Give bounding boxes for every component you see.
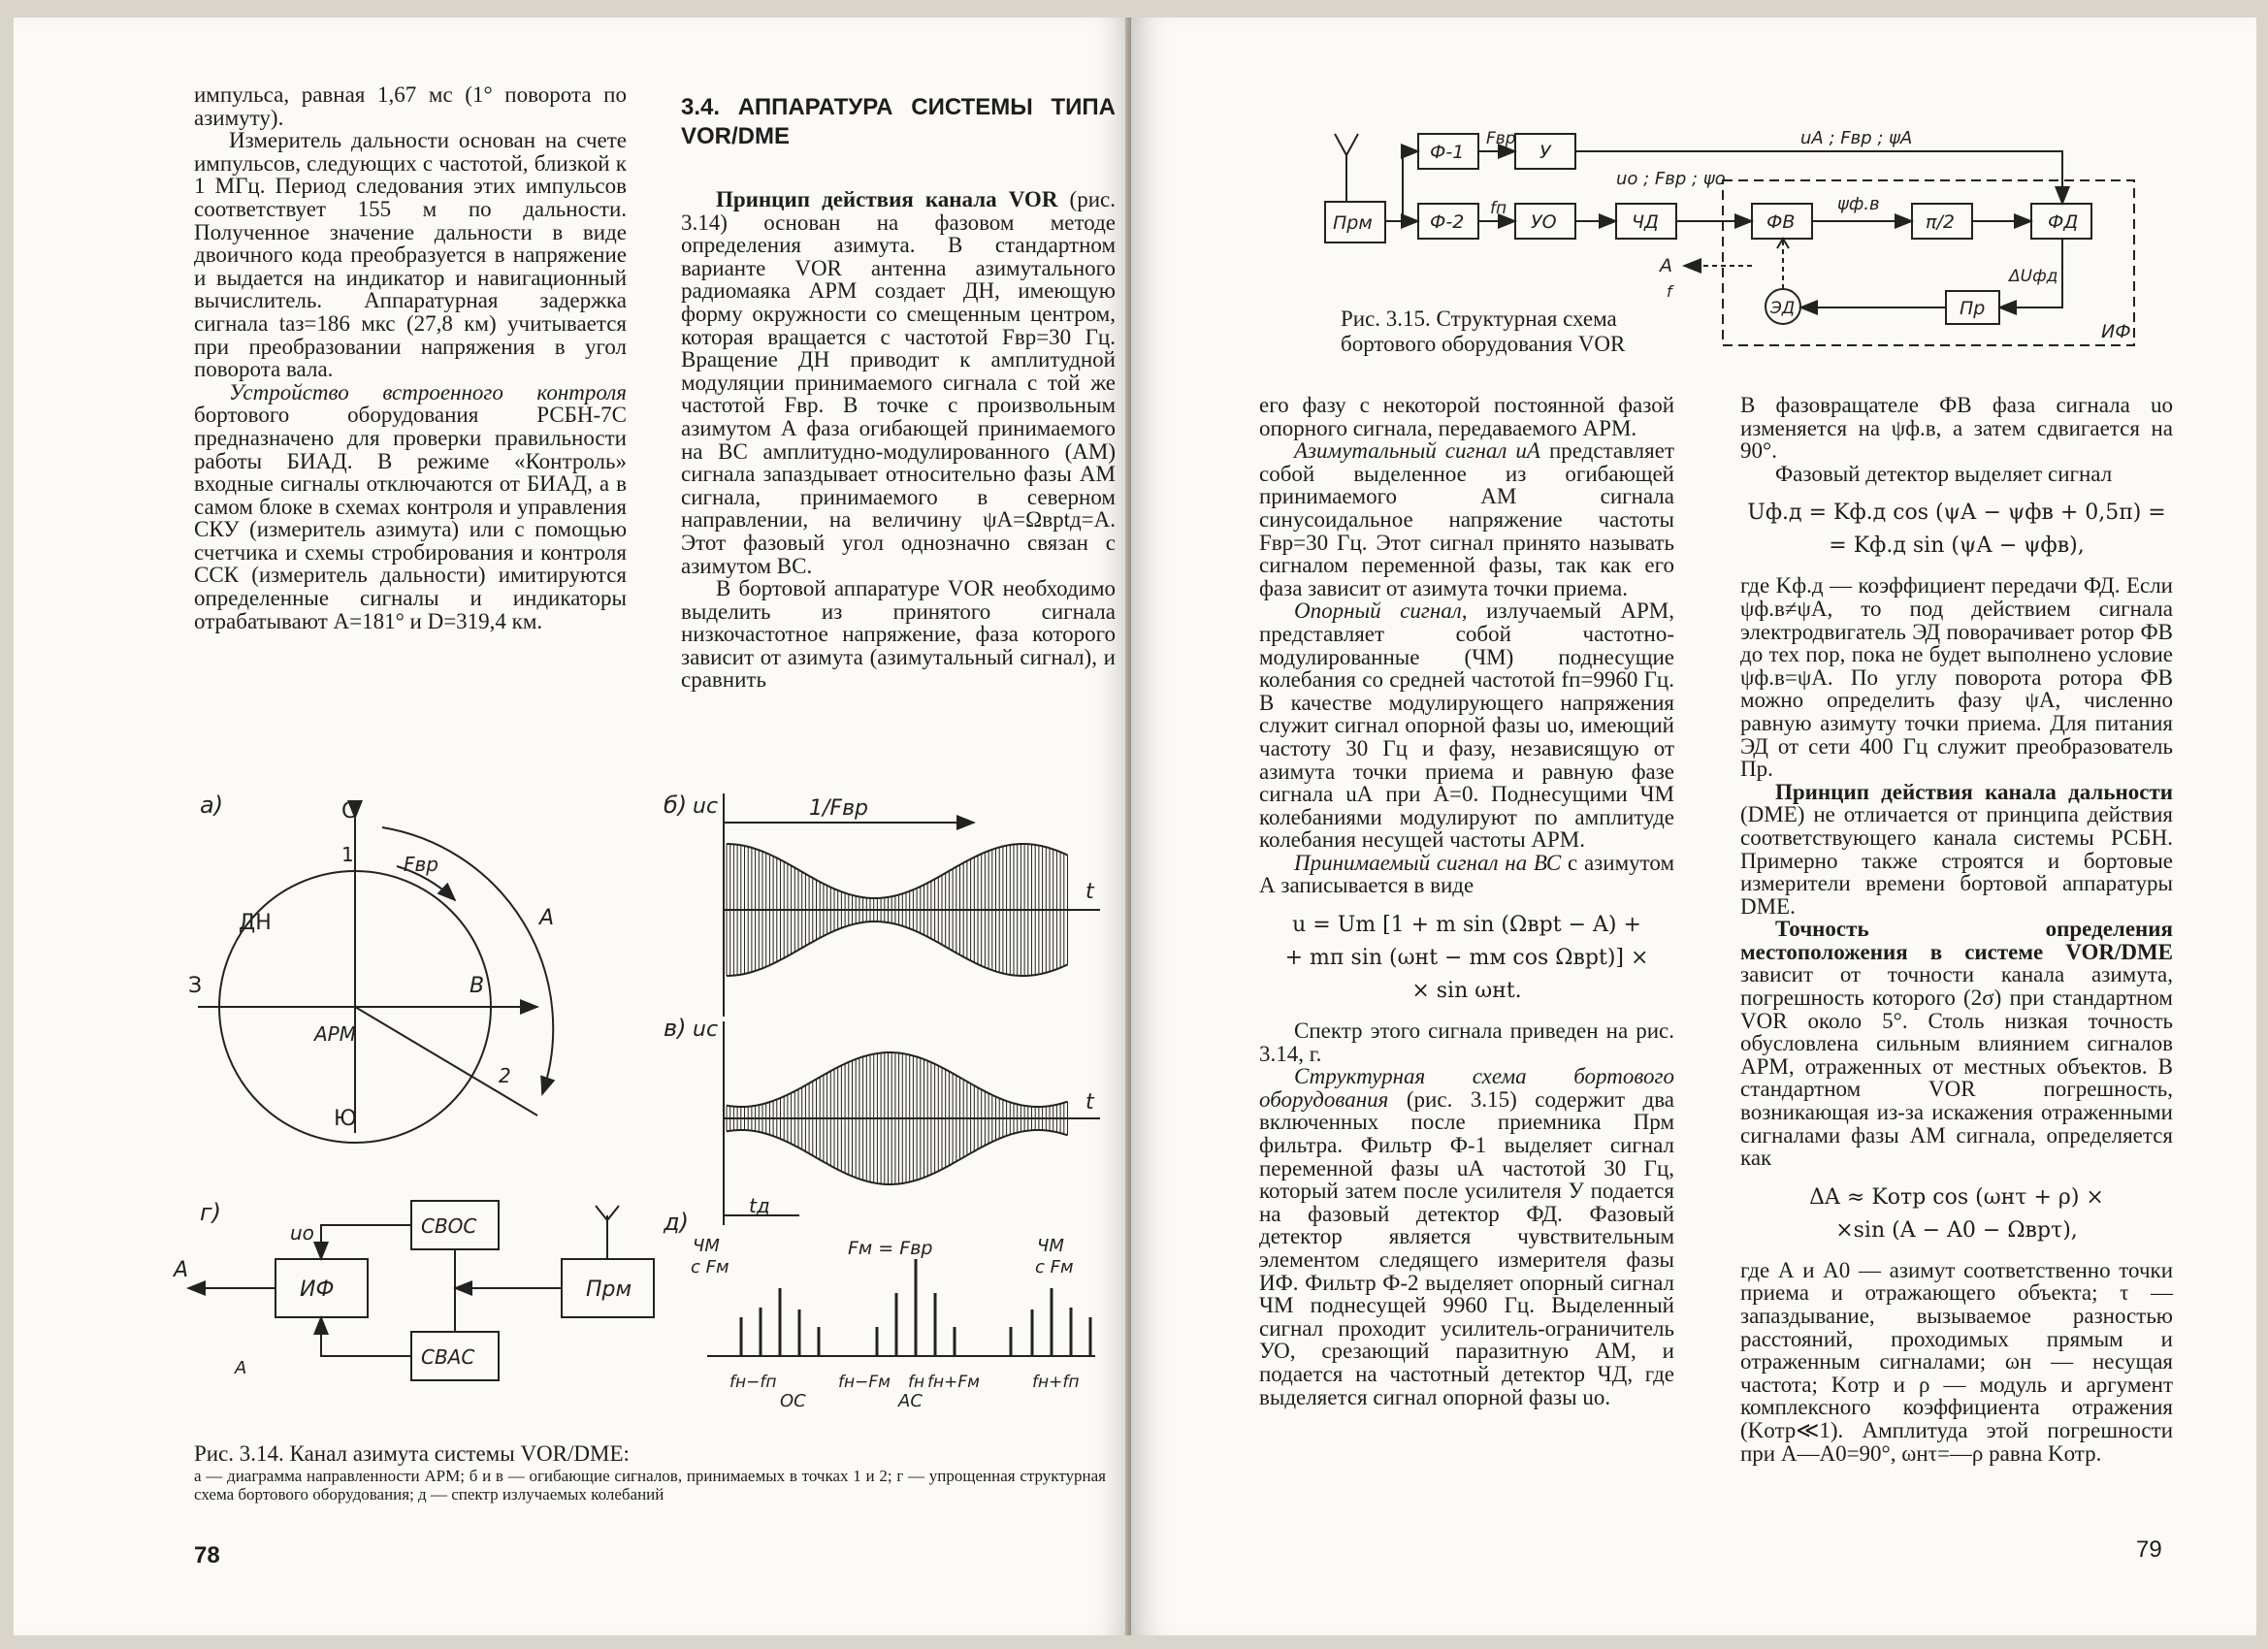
ed-label: ЭД	[1770, 299, 1796, 318]
spectrum-x-label: fн+Fм	[927, 1373, 980, 1392]
spectrum-x-label: fн+fп	[1032, 1373, 1080, 1392]
arm-label: АРМ	[314, 1022, 356, 1046]
formula-error	[1740, 1181, 2173, 1247]
paragraph: В бортовой аппаратуре VOR необходимо выделить из принятого сигнала низкочастотное напряжение, фаза которого зависит от азимута (азимутальный сигнал), и сравнить	[681, 576, 1116, 693]
uo-label: uо	[290, 1221, 314, 1245]
italic-term: Принимаемый сигнал на ВС	[1294, 850, 1562, 875]
figure-3-15-caption: Рис. 3.15. Структурная схема бортового оборудования VOR	[1341, 307, 1626, 356]
figure-d-spectrum	[663, 1209, 1095, 1411]
paragraph	[1740, 781, 2173, 919]
ua-label: uА ; Fвр ; ψА	[1800, 128, 1913, 148]
paragraph: Измеритель дальности основан на счете импульсов, следующих с частотой, близкой к 1 МГц. Период следования этих импульсов соответствует 155 м по дальности. Полученное значение дальности в виде двоичного кода преобразуется в напряжение и выдается на индикатор и навигационный вычислитель. Аппаратурная задержка сигнала tаз=186 мкс (27,8 км) учитывается при преобразовании напряжения в угол поворота вала.	[194, 128, 627, 382]
figure-3-14	[174, 774, 1110, 1434]
paragraph-text: представляет собой выделенное из огибающей принимаемого АМ сигнала синусоидальное напряжение частоты Fвр=30 Гц. Этот сигнал принято называть сигналом переменной фазы, так как его фаза зависит от азимута точки приема.	[1259, 438, 1674, 600]
figure-a-pattern	[188, 792, 554, 1143]
svas-block-label: СВАС	[421, 1345, 475, 1369]
period-label: 1/Fвр	[809, 796, 868, 821]
formula-signal	[1259, 909, 1674, 1008]
rotation-label: Fвр	[404, 853, 438, 876]
formula-line: ΔA ≈ Kотр cos (ωнτ + ρ) ×	[1809, 1184, 2104, 1210]
left-column-2	[681, 83, 1116, 692]
panel-label: в)	[664, 1015, 687, 1042]
y-axis-label: uс	[693, 794, 719, 819]
pr-label: Пр	[1960, 298, 1986, 319]
fvr-label: Fвр	[1486, 129, 1516, 148]
right-column-2	[1740, 394, 2173, 1465]
caption-title: Рис. 3.14. Канал азимута системы VOR/DME:	[194, 1441, 630, 1466]
panel-label: б)	[664, 792, 688, 819]
chd-label: ЧД	[1632, 211, 1659, 233]
cfm-left-label: с Fм	[691, 1257, 729, 1277]
dn-label: ДН	[239, 911, 272, 935]
paragraph: его фазу с некоторой постоянной фазой опорного сигнала, передаваемого АРМ.	[1259, 393, 1674, 440]
f2-label: Ф-2	[1430, 211, 1465, 233]
figure-3-14-caption	[194, 1441, 1106, 1504]
page-number: 79	[2136, 1536, 2162, 1563]
paragraph	[1259, 599, 1674, 852]
figure-b-envelope	[664, 792, 1100, 1017]
italic-term: Устройство встроенного контроля	[229, 379, 627, 404]
formula-line: × sin ωнt.	[1411, 979, 1522, 1004]
pi2-label: π/2	[1926, 211, 1955, 233]
if-dashed-box	[1723, 180, 2134, 345]
paragraph	[194, 381, 627, 633]
uo-label: УО	[1531, 211, 1557, 233]
spectrum-x-label: fн−fп	[729, 1373, 777, 1392]
paragraph-text: бортового оборудования РСБН-7С предназначено для проверки правильности работы БИАД. В режиме «Контроль» входные сигналы отключаются от БИАД, а в самом блоке в схемах контроля и управления СКУ (измеритель азимута) или с помощью счетчика и схемы стробирования и контроля ССК (измеритель дальности) имитируются определенные сигналы и индикаторы отрабатывают А=181° и D=319,4 км.	[194, 403, 627, 633]
right-page	[1131, 17, 2256, 1635]
paragraph: Фазовый детектор выделяет сигнал	[1775, 461, 2113, 486]
caption-description: а — диаграмма направленности АРМ; б и в — огибающие сигналов, принимаемых в точках 1 и 2; г — упрощенная структурная схема бортового оборудования; д — спектр излучаемых колебаний	[194, 1467, 1106, 1504]
paragraph	[1259, 852, 1674, 897]
paragraph: Спектр этого сигнала приведен на рис. 3.14, г.	[1259, 1018, 1674, 1066]
paragraph	[681, 188, 1116, 577]
formula-line: = Kф.д sin (ψА − ψфв),	[1829, 534, 2085, 559]
delay-label: tд	[749, 1194, 770, 1217]
figure-g-block-diagram	[172, 1199, 654, 1380]
spectrum-x-label: fн−Fм	[838, 1373, 891, 1392]
bold-term: Точность определения местоположения в системе VOR/DME	[1740, 917, 2173, 964]
if-block-label: ИФ	[300, 1277, 335, 1302]
paragraph-text: (рис. 3.15) содержит два включенных после приемника Прм фильтра. Фильтр Ф-1 выделяет сигнал переменной фазы uА частотой 30 Гц, который затем после усилителя У подается на фазовый детектор ФД. Фазовый детектор является чувствительным элементом следящего измерителя фазы ИФ. Фильтр Ф-2 выделяет опорный сигнал ЧМ поднесущей 9960 Гц. Выделенный сигнал проходит усилитель-ограничитель УО, срезающий паразитную АМ, и подается на частотный детектор ЧД, где выделяется сигнал опорной фазы uо.	[1259, 1086, 1674, 1409]
f-mark-label: f	[1667, 282, 1672, 301]
right-column-1	[1259, 394, 1674, 1408]
fd-label: ФД	[2048, 211, 2079, 233]
paragraph-text: (рис. 3.14) основан на фазовом методе определения азимута. В стандартном варианте VOR антенна азимутального радиомаяка АРМ создает ДН, имеющую форму окружности со смещенным центром, которая вращается с частотой Fвр=30 Гц. Вращение ДН приводит к амплитудной модуляции принимаемого сигнала с той же частотой Fвр. В точке с произвольным азимутом А фаза огибающей принимаемого на ВС амплитудно-модулированного (АМ) сигнала запаздывает относительно фазы АМ сигнала, принимаемого в северном направлении, на величину ψА=Ωврtд=А. Этот фазовый угол однозначно связан с азимутом ВС.	[681, 187, 1116, 578]
chm-left-label: ЧМ	[693, 1236, 720, 1256]
u-label: У	[1539, 142, 1551, 163]
fv-label: ФВ	[1766, 211, 1796, 233]
output-a-label: А	[174, 1258, 189, 1282]
italic-term: Опорный сигнал,	[1294, 598, 1468, 624]
azimuth-label: А	[539, 906, 555, 930]
cfm-right-label: с Fм	[1035, 1257, 1074, 1277]
prm-label: Прм	[1333, 212, 1373, 234]
uo-signal-label: uо ; Fвр ; ψо	[1616, 169, 1726, 189]
formula-line: + mп sin (ωнt − mм cos Ωврt)] ×	[1284, 946, 1649, 971]
a-output-label: А	[1660, 255, 1672, 276]
paragraph: импульса, равная 1,67 мс (1° поворота по азимуту).	[194, 82, 627, 130]
paragraph-text: зависит от точности канала азимута, погрешность которого (2σ) при стандартном VOR около 5°. Столь низкая точность обусловлена сильным влиянием сигналов АРМ, отраженных от местных объектов. В стандартном VOR погрешность, возникающая из-за искажения отраженными сигналами фазы АМ сигнала, определяется как	[1740, 962, 2173, 1171]
paragraph-text: излучаемый АРМ, представляет собой частотно-модулированные (ЧМ) поднесущие колебания со средней частотой fп=9960 Гц. В качестве модулирующего напряжения служит сигнал опорной фазы uо, имеющий частоту 30 Гц и фазу, независящую от азимута точки приема и равную фазе сигнала uА при А=0. Поднесущими ЧМ колебаниями модулируют по амплитуде колебания несущей частоты АРМ.	[1259, 598, 1675, 853]
paragraph: где А и А0 — азимут соответственно точки приема и отражающего объекта; τ — запаздывание, вызываемое разностью расстояний, проходимых прямым и отраженным сигналами; ωн — несущая частота; Kотр и ρ — модуль и аргумент комплексного коэффициента отражения (Kотр≪1). Амплитуда этой погрешности при А—А0=90°, ωнτ=—ρ равна Kотр.	[1740, 1257, 2173, 1466]
chm-right-label: ЧМ	[1037, 1236, 1064, 1256]
formula-line: Uф.д = Kф.д cos (ψА − ψфв + 0,5π) =	[1747, 501, 2166, 526]
svos-block-label: СВОС	[421, 1214, 477, 1238]
group-label: ОС	[780, 1391, 806, 1411]
panel-label: г)	[200, 1199, 221, 1226]
italic-term: Структурная схема бортового оборудования	[1259, 1064, 1674, 1112]
west-label: З	[188, 974, 203, 998]
panel-label: д)	[664, 1209, 689, 1236]
prm-block-label: Прм	[586, 1277, 632, 1302]
bold-term: Принцип действия канала VOR	[716, 187, 1058, 211]
x-axis-label: t	[1085, 1090, 1094, 1115]
formula-line: u = Um [1 + m sin (Ωврt − A) +	[1292, 913, 1641, 938]
y-axis-label: uс	[693, 1018, 719, 1042]
figure-v-envelope	[664, 1015, 1100, 1225]
paragraph-text: с азимутом А записывается в виде	[1259, 850, 1674, 898]
delta-u-label: ΔUфд	[2009, 267, 2058, 286]
panel-label: а)	[200, 792, 224, 819]
formula-line: ×sin (A − A0 − Ωврτ),	[1835, 1217, 2078, 1243]
paragraph	[1259, 1065, 1674, 1408]
spectrum-x-label: fн	[908, 1373, 925, 1392]
paragraph: где Kф.д — коэффициент передачи ФД. Если ψф.в≠ψА, то под действием сигнала электродвигатель ЭД поворачивает ротор ФВ до тех пор, пока не будет выполнено условие ψф.в=ψА. По углу поворота ротора ФВ можно определить фазу ψА, численно равную азимуту точки приема. Для питания ЭД от сети 400 Гц служит преобразователь Пр.	[1740, 573, 2173, 782]
north-label: С	[341, 799, 357, 824]
group-label: АС	[898, 1391, 923, 1411]
x-axis-label: t	[1085, 880, 1094, 904]
point-1: 1	[341, 843, 354, 866]
east-label: В	[470, 974, 485, 998]
bold-term: Принцип действия канала дальности	[1775, 779, 2173, 804]
input-a-label: А	[235, 1358, 247, 1378]
paragraph: В фазовращателе ФВ фаза сигнала uо изменяется на ψф.в, а затем сдвигается на 90°.	[1740, 393, 2173, 464]
south-label: Ю	[334, 1107, 357, 1131]
paragraph-text: (DME) не отличается от принципа действия соответствующего канала системы РСБН. Примерно также строятся и бортовые измерители времени бортовой аппаратуры DME.	[1740, 802, 2173, 919]
point-2: 2	[499, 1064, 511, 1087]
left-page	[14, 17, 1131, 1635]
page-number: 78	[194, 1542, 220, 1568]
paragraph	[1259, 439, 1674, 599]
if-box-label: ИФ	[2101, 321, 2131, 342]
formula-phase-detector	[1740, 497, 2173, 563]
f1-label: Ф-1	[1430, 142, 1465, 163]
center-label: Fм = Fвр	[848, 1238, 933, 1259]
left-column-1	[194, 83, 627, 632]
paragraph	[1740, 918, 2173, 1170]
psi-fv-label: ψф.в	[1837, 194, 1880, 214]
italic-term: Азимутальный сигнал uА	[1294, 438, 1540, 464]
section-title: 3.4. АППАРАТУРА СИСТЕМЫ ТИПА VOR/DME	[681, 94, 1116, 149]
fp-label: fп	[1490, 199, 1507, 218]
